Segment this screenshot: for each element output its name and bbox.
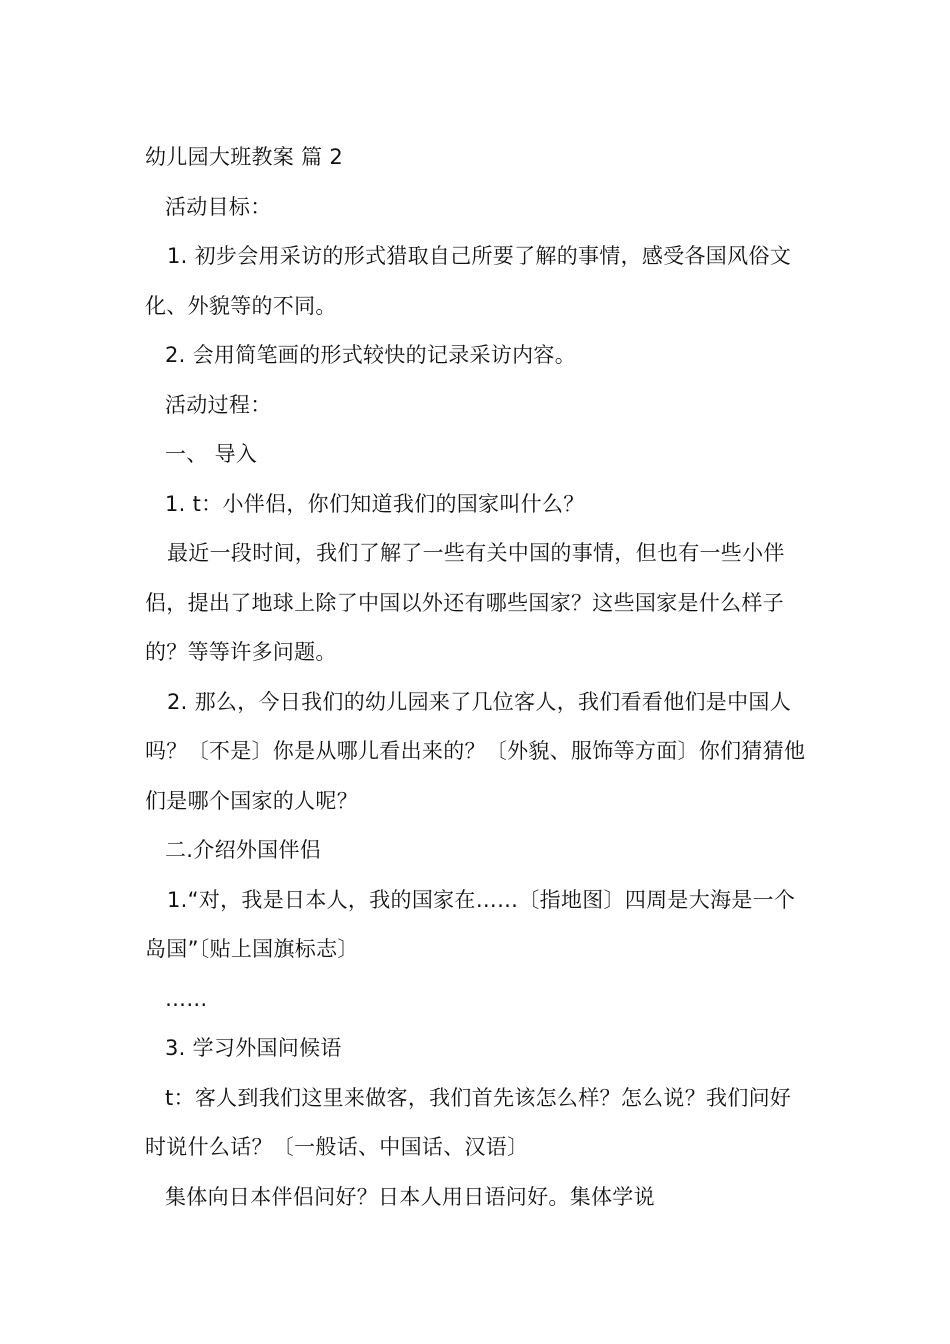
section-heading-foreign-friends: 二.介绍外国伴侣 bbox=[165, 838, 322, 862]
step-1: 1. t：小伴侣，你们知道我们的国家叫什么？ bbox=[165, 491, 585, 516]
goal-heading: 活动目标： bbox=[165, 194, 272, 219]
greeting-question: t：客人到我们这里来做客，我们首先该怎么样？怎么说？我们问好时说什么话？〔一般话、中国话、汉语〕 bbox=[145, 1085, 792, 1159]
document-body bbox=[145, 133, 807, 1222]
section-heading-intro: 一、 导入 bbox=[165, 442, 258, 466]
process-heading: 活动过程： bbox=[165, 392, 272, 417]
goal-item-1: 1. 初步会用采访的形式猎取自己所要了解的事情，感受各国风俗文化、外貌等的不同。 bbox=[145, 244, 792, 318]
step-2: 2. 那么，今日我们的幼儿园来了几位客人，我们看看他们是中国人吗？〔不是〕你是从哪儿看出来的？〔外貌、服饰等方面〕你们猜猜他们是哪个国家的人呢？ bbox=[145, 689, 806, 813]
intro-item-3: 3. 学习外国问候语 bbox=[165, 1036, 342, 1060]
greeting-practice: 集体向日本伴侣问好？日本人用日语问好。集体学说 bbox=[165, 1184, 655, 1209]
goal-item-2: 2. 会用简笔画的形式较快的记录采访内容。 bbox=[165, 343, 577, 367]
ellipsis-line: …… bbox=[165, 986, 208, 1011]
document-title: 幼儿园大班教案 篇 2 bbox=[145, 145, 344, 169]
intro-item-1: 1.“对，我是日本人，我的国家在……〔指地图〕四周是大海是一个岛国”〔贴上国旗标志〕 bbox=[145, 887, 796, 961]
step-1-body: 最近一段时间，我们了解了一些有关中国的事情，但也有一些小伴侣，提出了地球上除了中国以外还有哪些国家？这些国家是什么样子的？等等许多问题。 bbox=[145, 541, 785, 664]
